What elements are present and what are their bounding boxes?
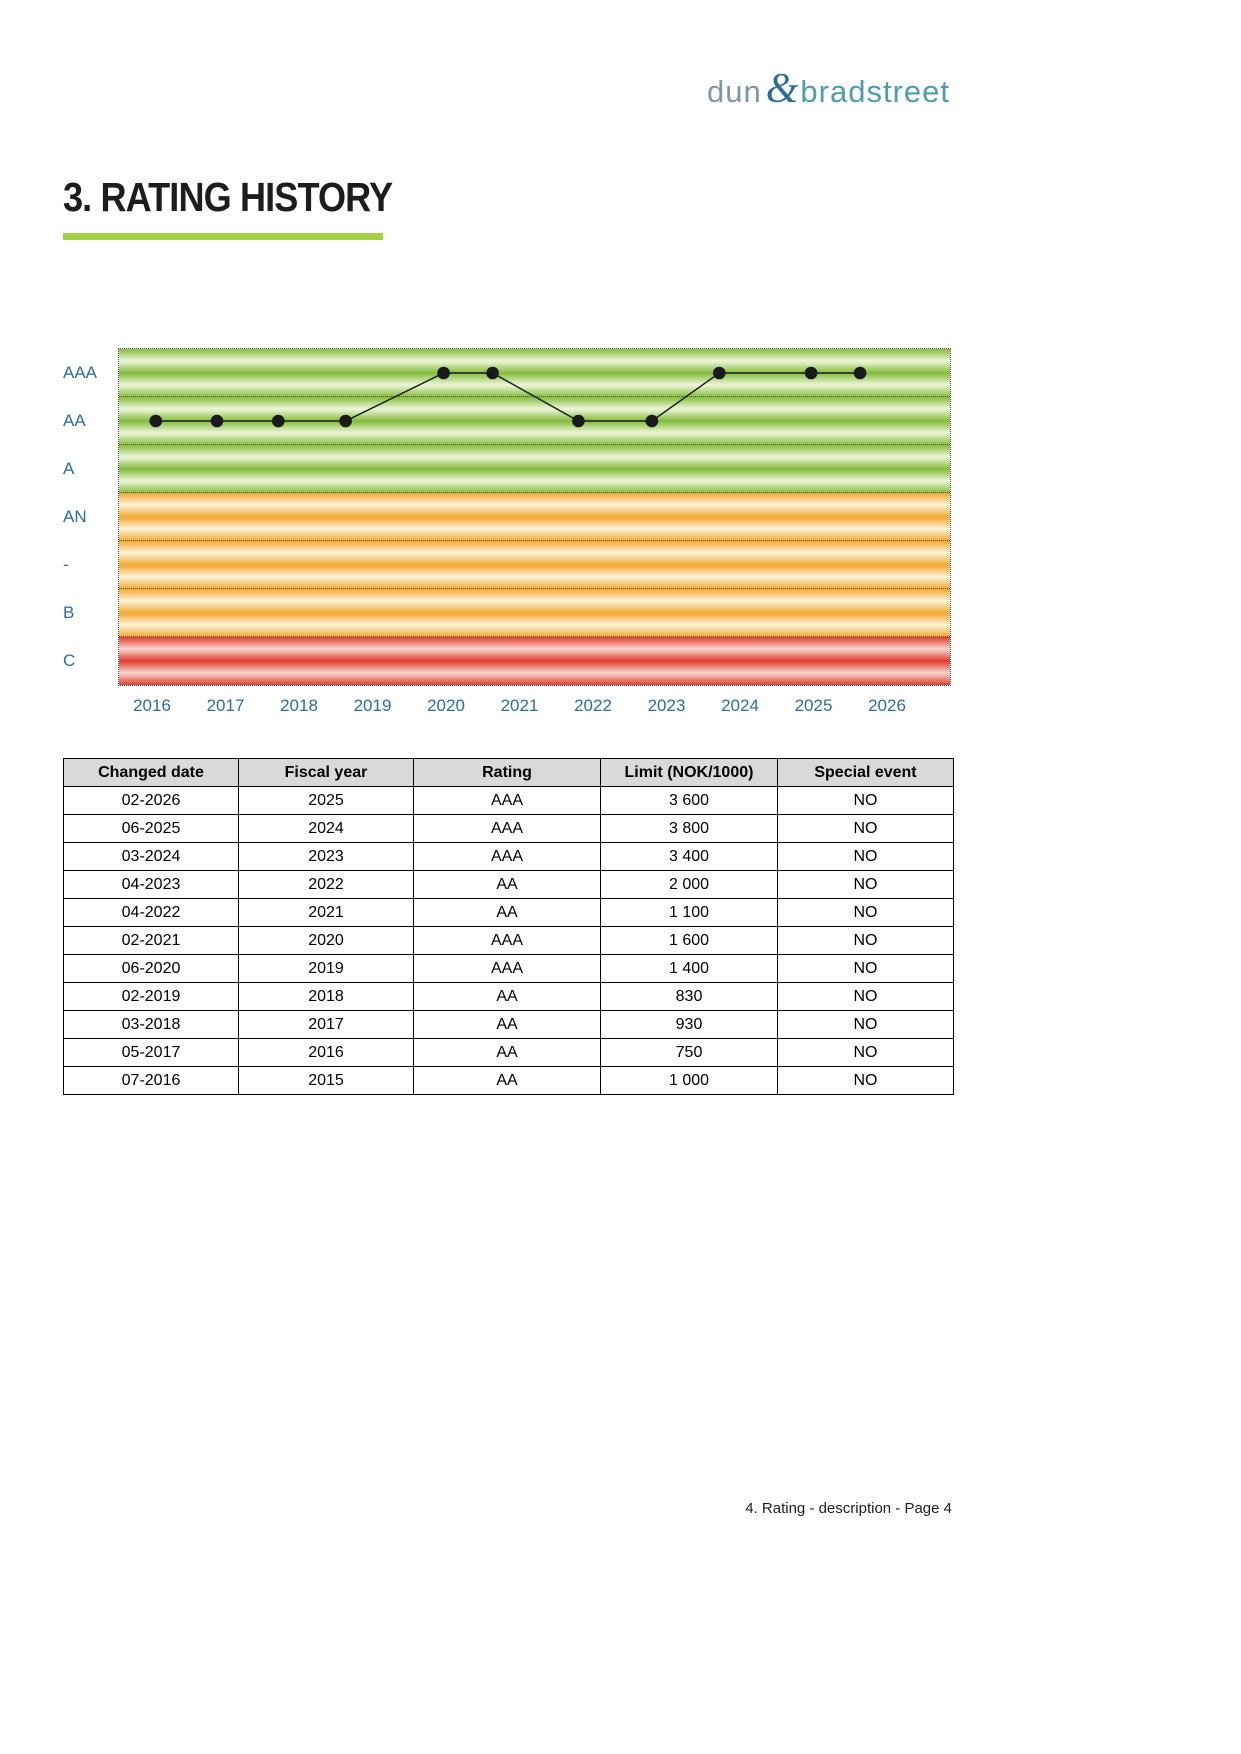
table-row: [64, 899, 954, 927]
table-cell: AA: [414, 899, 601, 927]
logo-text-bradstreet: bradstreet: [800, 74, 950, 109]
rating-point: [272, 415, 285, 428]
column-header: Special event: [778, 759, 954, 787]
table-cell: 05-2017: [64, 1039, 239, 1067]
rating-point: [339, 415, 352, 428]
x-axis-label: 2019: [353, 696, 392, 715]
table-cell: 2015: [239, 1067, 414, 1095]
table-cell: AA: [414, 983, 601, 1011]
rating-point: [437, 367, 450, 380]
table-cell: 1 100: [601, 899, 778, 927]
table-cell: NO: [778, 787, 954, 815]
y-axis-label: B: [63, 603, 75, 622]
logo-text-dun: dun: [707, 74, 762, 109]
x-axis-label: 2016: [133, 696, 171, 715]
x-axis-label: 2017: [206, 696, 245, 715]
table-cell: NO: [778, 871, 954, 899]
logo-ampersand-icon: &: [765, 66, 799, 112]
table-cell: NO: [778, 955, 954, 983]
table-cell: 930: [601, 1011, 778, 1039]
column-header: Fiscal year: [239, 759, 414, 787]
table-cell: NO: [778, 843, 954, 871]
table-row: [64, 983, 954, 1011]
table-cell: 3 400: [601, 843, 778, 871]
table-cell: 2022: [239, 871, 414, 899]
table-cell: 03-2024: [64, 843, 239, 871]
x-axis-label: 2025: [794, 696, 833, 715]
y-axis-label: C: [63, 651, 76, 670]
table-cell: 03-2018: [64, 1011, 239, 1039]
rating-point: [572, 415, 585, 428]
x-axis-label: 2024: [721, 696, 759, 715]
rating-history-chart: [118, 348, 951, 686]
y-axis-label: AA: [63, 411, 86, 430]
table-cell: 02-2019: [64, 983, 239, 1011]
y-axis-label: A: [63, 459, 75, 478]
table-cell: NO: [778, 1067, 954, 1095]
rating-point: [211, 415, 224, 428]
table-cell: 3 800: [601, 815, 778, 843]
x-axis-label: 2020: [427, 696, 465, 715]
table-cell: NO: [778, 899, 954, 927]
y-axis-label: -: [63, 555, 69, 574]
y-axis-labels: [63, 349, 115, 685]
table-cell: 2017: [239, 1011, 414, 1039]
table-cell: AAA: [414, 787, 601, 815]
table-cell: NO: [778, 1011, 954, 1039]
table-cell: 07-2016: [64, 1067, 239, 1095]
table-cell: 2025: [239, 787, 414, 815]
x-axis-label: 2023: [647, 696, 686, 715]
table-cell: 1 600: [601, 927, 778, 955]
rating-point: [713, 367, 726, 380]
rating-point: [646, 415, 659, 428]
table-cell: AA: [414, 871, 601, 899]
table-cell: 1 400: [601, 955, 778, 983]
rating-point: [854, 367, 867, 380]
table-row: [64, 927, 954, 955]
table-cell: 2024: [239, 815, 414, 843]
title-underline: [63, 233, 383, 240]
dun-bradstreet-logo: [707, 68, 950, 110]
table-row: [64, 955, 954, 983]
column-header: Limit (NOK/1000): [601, 759, 778, 787]
table-cell: NO: [778, 983, 954, 1011]
rating-history-table: [63, 758, 954, 1095]
rating-line: [156, 373, 860, 421]
column-header: Rating: [414, 759, 601, 787]
rating-table-body: [64, 787, 954, 1095]
table-cell: AA: [414, 1067, 601, 1095]
table-cell: AAA: [414, 955, 601, 983]
table-row: [64, 815, 954, 843]
table-cell: AAA: [414, 815, 601, 843]
table-cell: NO: [778, 815, 954, 843]
table-cell: NO: [778, 1039, 954, 1067]
x-axis-label: 2026: [868, 696, 906, 715]
table-cell: AAA: [414, 843, 601, 871]
table-cell: 2 000: [601, 871, 778, 899]
table-header: [64, 759, 954, 787]
table-header-row: [64, 759, 954, 787]
table-row: [64, 1067, 954, 1095]
page-footer: 4. Rating - description - Page 4: [745, 1500, 952, 1517]
table-cell: 830: [601, 983, 778, 1011]
x-axis-labels: [119, 696, 950, 718]
table-cell: 3 600: [601, 787, 778, 815]
table-cell: 2016: [239, 1039, 414, 1067]
table-cell: AA: [414, 1039, 601, 1067]
table-row: [64, 843, 954, 871]
table-row: [64, 787, 954, 815]
chart-line-svg: [119, 349, 950, 685]
rating-point: [150, 415, 163, 428]
page-title: 3. RATING HISTORY: [63, 174, 393, 220]
x-axis-label: 2022: [574, 696, 612, 715]
table-cell: AAA: [414, 927, 601, 955]
table-cell: 2023: [239, 843, 414, 871]
column-header: Changed date: [64, 759, 239, 787]
y-axis-label: AN: [63, 507, 87, 526]
table-cell: 2018: [239, 983, 414, 1011]
table-cell: 02-2021: [64, 927, 239, 955]
rating-point: [486, 367, 499, 380]
table-row: [64, 1011, 954, 1039]
table-cell: 06-2020: [64, 955, 239, 983]
rating-point: [805, 367, 818, 380]
table-cell: 04-2023: [64, 871, 239, 899]
x-axis-label: 2021: [500, 696, 539, 715]
table-cell: 2021: [239, 899, 414, 927]
x-axis-label: 2018: [280, 696, 318, 715]
table-cell: 1 000: [601, 1067, 778, 1095]
table-cell: 2020: [239, 927, 414, 955]
table-cell: 06-2025: [64, 815, 239, 843]
table-cell: 04-2022: [64, 899, 239, 927]
table-cell: 02-2026: [64, 787, 239, 815]
table-cell: NO: [778, 927, 954, 955]
table-row: [64, 1039, 954, 1067]
table-row: [64, 871, 954, 899]
table-cell: AA: [414, 1011, 601, 1039]
table-cell: 2019: [239, 955, 414, 983]
table-cell: 750: [601, 1039, 778, 1067]
y-axis-label: AAA: [63, 363, 98, 382]
